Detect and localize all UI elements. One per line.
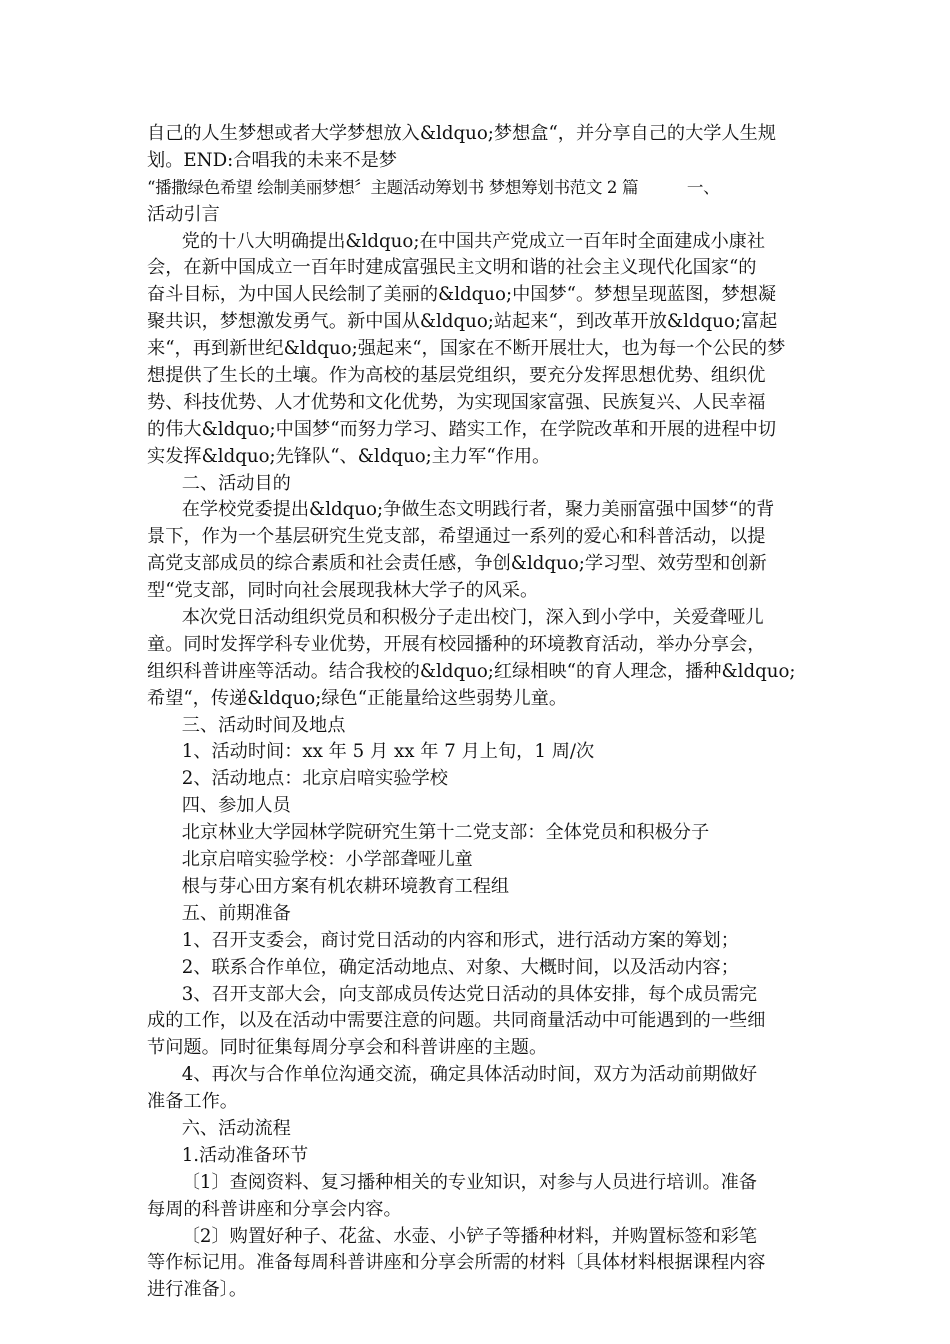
list-item: 1、活动时间：xx 年 5 月 xx 年 7 月上旬，1 周/次 bbox=[147, 741, 595, 763]
paragraph-line: 组织科普讲座等活动。结合我校的&ldquo;红绿相映“的育人理念，播种&ldquo; bbox=[147, 660, 796, 682]
paragraph-line: 等作标记用。准备每周科普讲座和分享会所需的材料〔具体材料根据课程内容 bbox=[147, 1252, 766, 1274]
paragraph-line: 在学校党委提出&ldquo;争做生态文明践行者，聚力美丽富强中国梦“的背 bbox=[147, 499, 775, 521]
section-heading: 四、参加人员 bbox=[147, 795, 291, 817]
section-heading: 三、活动时间及地点 bbox=[147, 714, 346, 736]
paragraph-line: 进行准备〕。 bbox=[147, 1279, 248, 1301]
paragraph-line: 本次党日活动组织党员和积极分子走出校门，深入到小学中，关爱聋哑儿 bbox=[147, 607, 764, 629]
text-line: 划。END:合唱我的未来不是梦 bbox=[147, 149, 397, 171]
list-item: 2、活动地点：北京启喑实验学校 bbox=[147, 768, 448, 790]
paragraph-line: 聚共识，梦想激发勇气。新中国从&ldquo;站起来“，到改革开放&ldquo;富起 bbox=[147, 311, 778, 333]
document-title-line: “播撒绿色希望 绘制美丽梦想〞主题活动筹划书 梦想筹划书范文 2 篇 一、 bbox=[147, 177, 720, 197]
paragraph-line: 景下，作为一个基层研究生党支部，希望通过一系列的爱心和科普活动，以提 bbox=[147, 526, 766, 548]
list-item: 北京启喑实验学校：小学部聋哑儿童 bbox=[147, 849, 473, 871]
list-item: 3、召开支部大会，向支部成员传达党日活动的具体安排，每个成员需完 bbox=[147, 983, 758, 1005]
paragraph-line: 奋斗目标，为中国人民绘制了美丽的&ldquo;中国梦“。梦想呈现蓝图，梦想凝 bbox=[147, 284, 777, 306]
paragraph-line: 型“党支部，同时向社会展现我林大学子的风采。 bbox=[147, 580, 539, 602]
list-item: 北京林业大学园林学院研究生第十二党支部：全体党员和积极分子 bbox=[147, 822, 710, 844]
list-item: 2、联系合作单位，确定活动地点、对象、大概时间，以及活动内容； bbox=[147, 956, 739, 978]
paragraph-line: 势、科技优势、人才优势和文化优势，为实现国家富强、民族复兴、人民幸福 bbox=[147, 391, 766, 413]
paragraph-line: 童。同时发挥学科专业优势，开展有校园播种的环境教育活动，举办分享会， bbox=[147, 633, 766, 655]
paragraph-line: 来“，再到新世纪&ldquo;强起来“，国家在不断开展壮大，也为每一个公民的梦 bbox=[147, 338, 786, 360]
text-line: 自己的人生梦想或者大学梦想放入&ldquo;梦想盒“，并分享自己的大学人生规 bbox=[147, 123, 777, 144]
list-item: 〔1〕查阅资料、复习播种相关的专业知识，对参与人员进行培训。准备 bbox=[147, 1171, 758, 1193]
section-heading: 六、活动流程 bbox=[147, 1117, 291, 1139]
paragraph-line: 党的十八大明确提出&ldquo;在中国共产党成立一百年时全面建成小康社 bbox=[147, 230, 766, 252]
paragraph-line: 每周的科普讲座和分享会内容。 bbox=[147, 1198, 402, 1220]
section-heading: 五、前期准备 bbox=[147, 902, 291, 924]
list-item: 〔2〕购置好种子、花盆、水壶、小铲子等播种材料，并购置标签和彩笔 bbox=[147, 1225, 758, 1247]
paragraph-line: 成的工作，以及在活动中需要注意的问题。共同商量活动中可能遇到的一些细 bbox=[147, 1010, 766, 1032]
section-heading: 活动引言 bbox=[147, 203, 220, 225]
paragraph-line: 高党支部成员的综合素质和社会责任感，争创&ldquo;学习型、效劳型和创新 bbox=[147, 553, 767, 575]
list-item: 1、召开支委会，商讨党日活动的内容和形式，进行活动方案的筹划； bbox=[147, 929, 739, 951]
section-heading: 二、活动目的 bbox=[147, 472, 291, 494]
list-item: 根与芽心田方案有机农耕环境教育工程组 bbox=[147, 875, 510, 897]
subsection-heading: 1.活动准备环节 bbox=[147, 1144, 309, 1166]
list-item: 4、再次与合作单位沟通交流，确定具体活动时间，双方为活动前期做好 bbox=[147, 1064, 758, 1086]
paragraph-line: 实发挥&ldquo;先锋队“、&ldquo;主力军“作用。 bbox=[147, 445, 551, 467]
paragraph-line: 会，在新中国成立一百年时建成富强民主文明和谐的社会主义现代化国家“的 bbox=[147, 257, 757, 279]
paragraph-line: 准备工作。 bbox=[147, 1091, 238, 1113]
paragraph-line: 想提供了生长的土壤。作为高校的基层党组织，要充分发挥思想优势、组织优 bbox=[147, 365, 766, 387]
paragraph-line: 的伟大&ldquo;中国梦“而努力学习、踏实工作，在学院改革和开展的进程中切 bbox=[147, 418, 777, 440]
paragraph-line: 节问题。同时征集每周分享会和科普讲座的主题。 bbox=[147, 1037, 548, 1059]
document-body bbox=[147, 121, 807, 1304]
paragraph-line: 希望“，传递&ldquo;绿色“正能量给这些弱势儿童。 bbox=[147, 687, 568, 709]
